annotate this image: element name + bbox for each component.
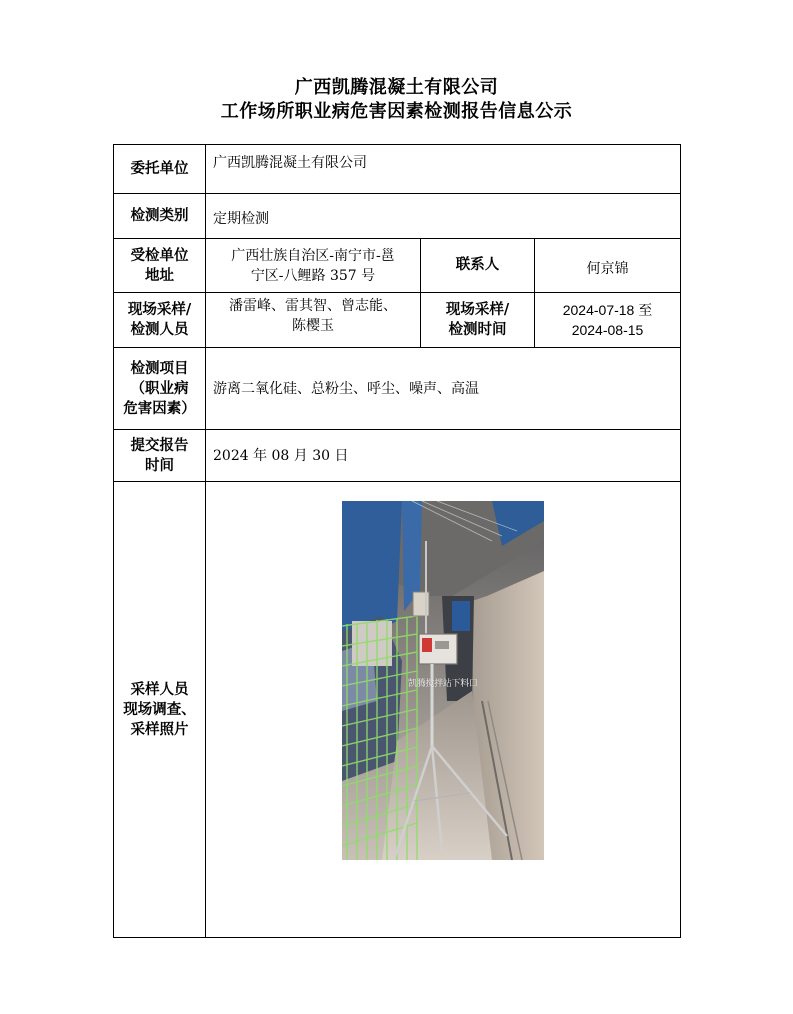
items-label-line2: （职业病 [130, 379, 189, 397]
client-label [114, 145, 205, 193]
photo-caption: 凯腾搅拌站下料口 [408, 679, 478, 689]
info-table [113, 144, 681, 938]
sampling-staff-label-line2: 检测人员 [130, 321, 189, 338]
site-address-line2: 宁区-八鲤路 357 号 [250, 267, 376, 284]
items-label-line1: 检测项目 [130, 359, 189, 377]
contact-label [421, 239, 534, 292]
photos-label-line3: 采样照片 [130, 720, 189, 738]
contact-value-text: 何京锦 [586, 261, 629, 277]
sampling-time-value [535, 293, 680, 347]
report-date-label [114, 430, 205, 481]
sampling-time-label [421, 293, 534, 347]
sampling-time-line1: 2024-07-18 至 [562, 302, 653, 318]
company-title: 广西凯腾混凝土有限公司 [294, 77, 499, 98]
client-value [206, 145, 680, 181]
table-border-right [680, 144, 681, 938]
photos-label-line1: 采样人员 [130, 680, 189, 698]
site-label [114, 239, 205, 292]
category-value [206, 194, 680, 244]
contact-value [535, 239, 680, 292]
site-label-line2: 地址 [145, 266, 174, 284]
category-value-text: 定期检测 [213, 211, 269, 227]
contact-label-text: 联系人 [455, 256, 500, 273]
report-title: 工作场所职业病危害因素检测报告信息公示 [220, 101, 573, 122]
sampling-time-label-line2: 检测时间 [448, 321, 507, 338]
sampling-time-label-line1: 现场采样/ [445, 301, 510, 318]
sampling-staff-value [206, 293, 420, 339]
client-value-text: 广西凯腾混凝土有限公司 [213, 155, 367, 171]
site-address [206, 239, 420, 292]
report-date-label-line1: 提交报告 [130, 436, 189, 454]
items-value [206, 348, 680, 429]
photos-label-line2: 现场调查、 [123, 700, 196, 718]
site-label-line1: 受检单位 [130, 246, 189, 264]
items-label-line3: 危害因素） [123, 399, 196, 417]
sampling-staff-label-line1: 现场采样/ [127, 301, 192, 318]
client-label-text: 委托单位 [130, 160, 189, 177]
sampling-staff-line1: 潘雷峰、雷其智、曾志能、 [229, 298, 397, 314]
report-date-value [206, 430, 680, 481]
site-address-line1: 广西壮族自治区-南宁市-邕 [231, 247, 395, 264]
photos-label [114, 482, 205, 937]
report-date-value-text: 2024 年 08 月 30 日 [213, 447, 349, 464]
items-value-text: 游离二氧化硅、总粉尘、呼尘、噪声、高温 [213, 380, 479, 397]
report-date-label-line2: 时间 [145, 456, 174, 474]
sampling-staff-label [114, 293, 205, 347]
sampling-staff-line2: 陈樱玉 [292, 318, 334, 334]
sampling-time-line2: 2024-08-15 [571, 322, 644, 338]
items-label [114, 348, 205, 429]
category-label-visible: 检测类别 [130, 207, 189, 224]
category-label [114, 194, 205, 238]
table-border-bottom [113, 937, 681, 938]
